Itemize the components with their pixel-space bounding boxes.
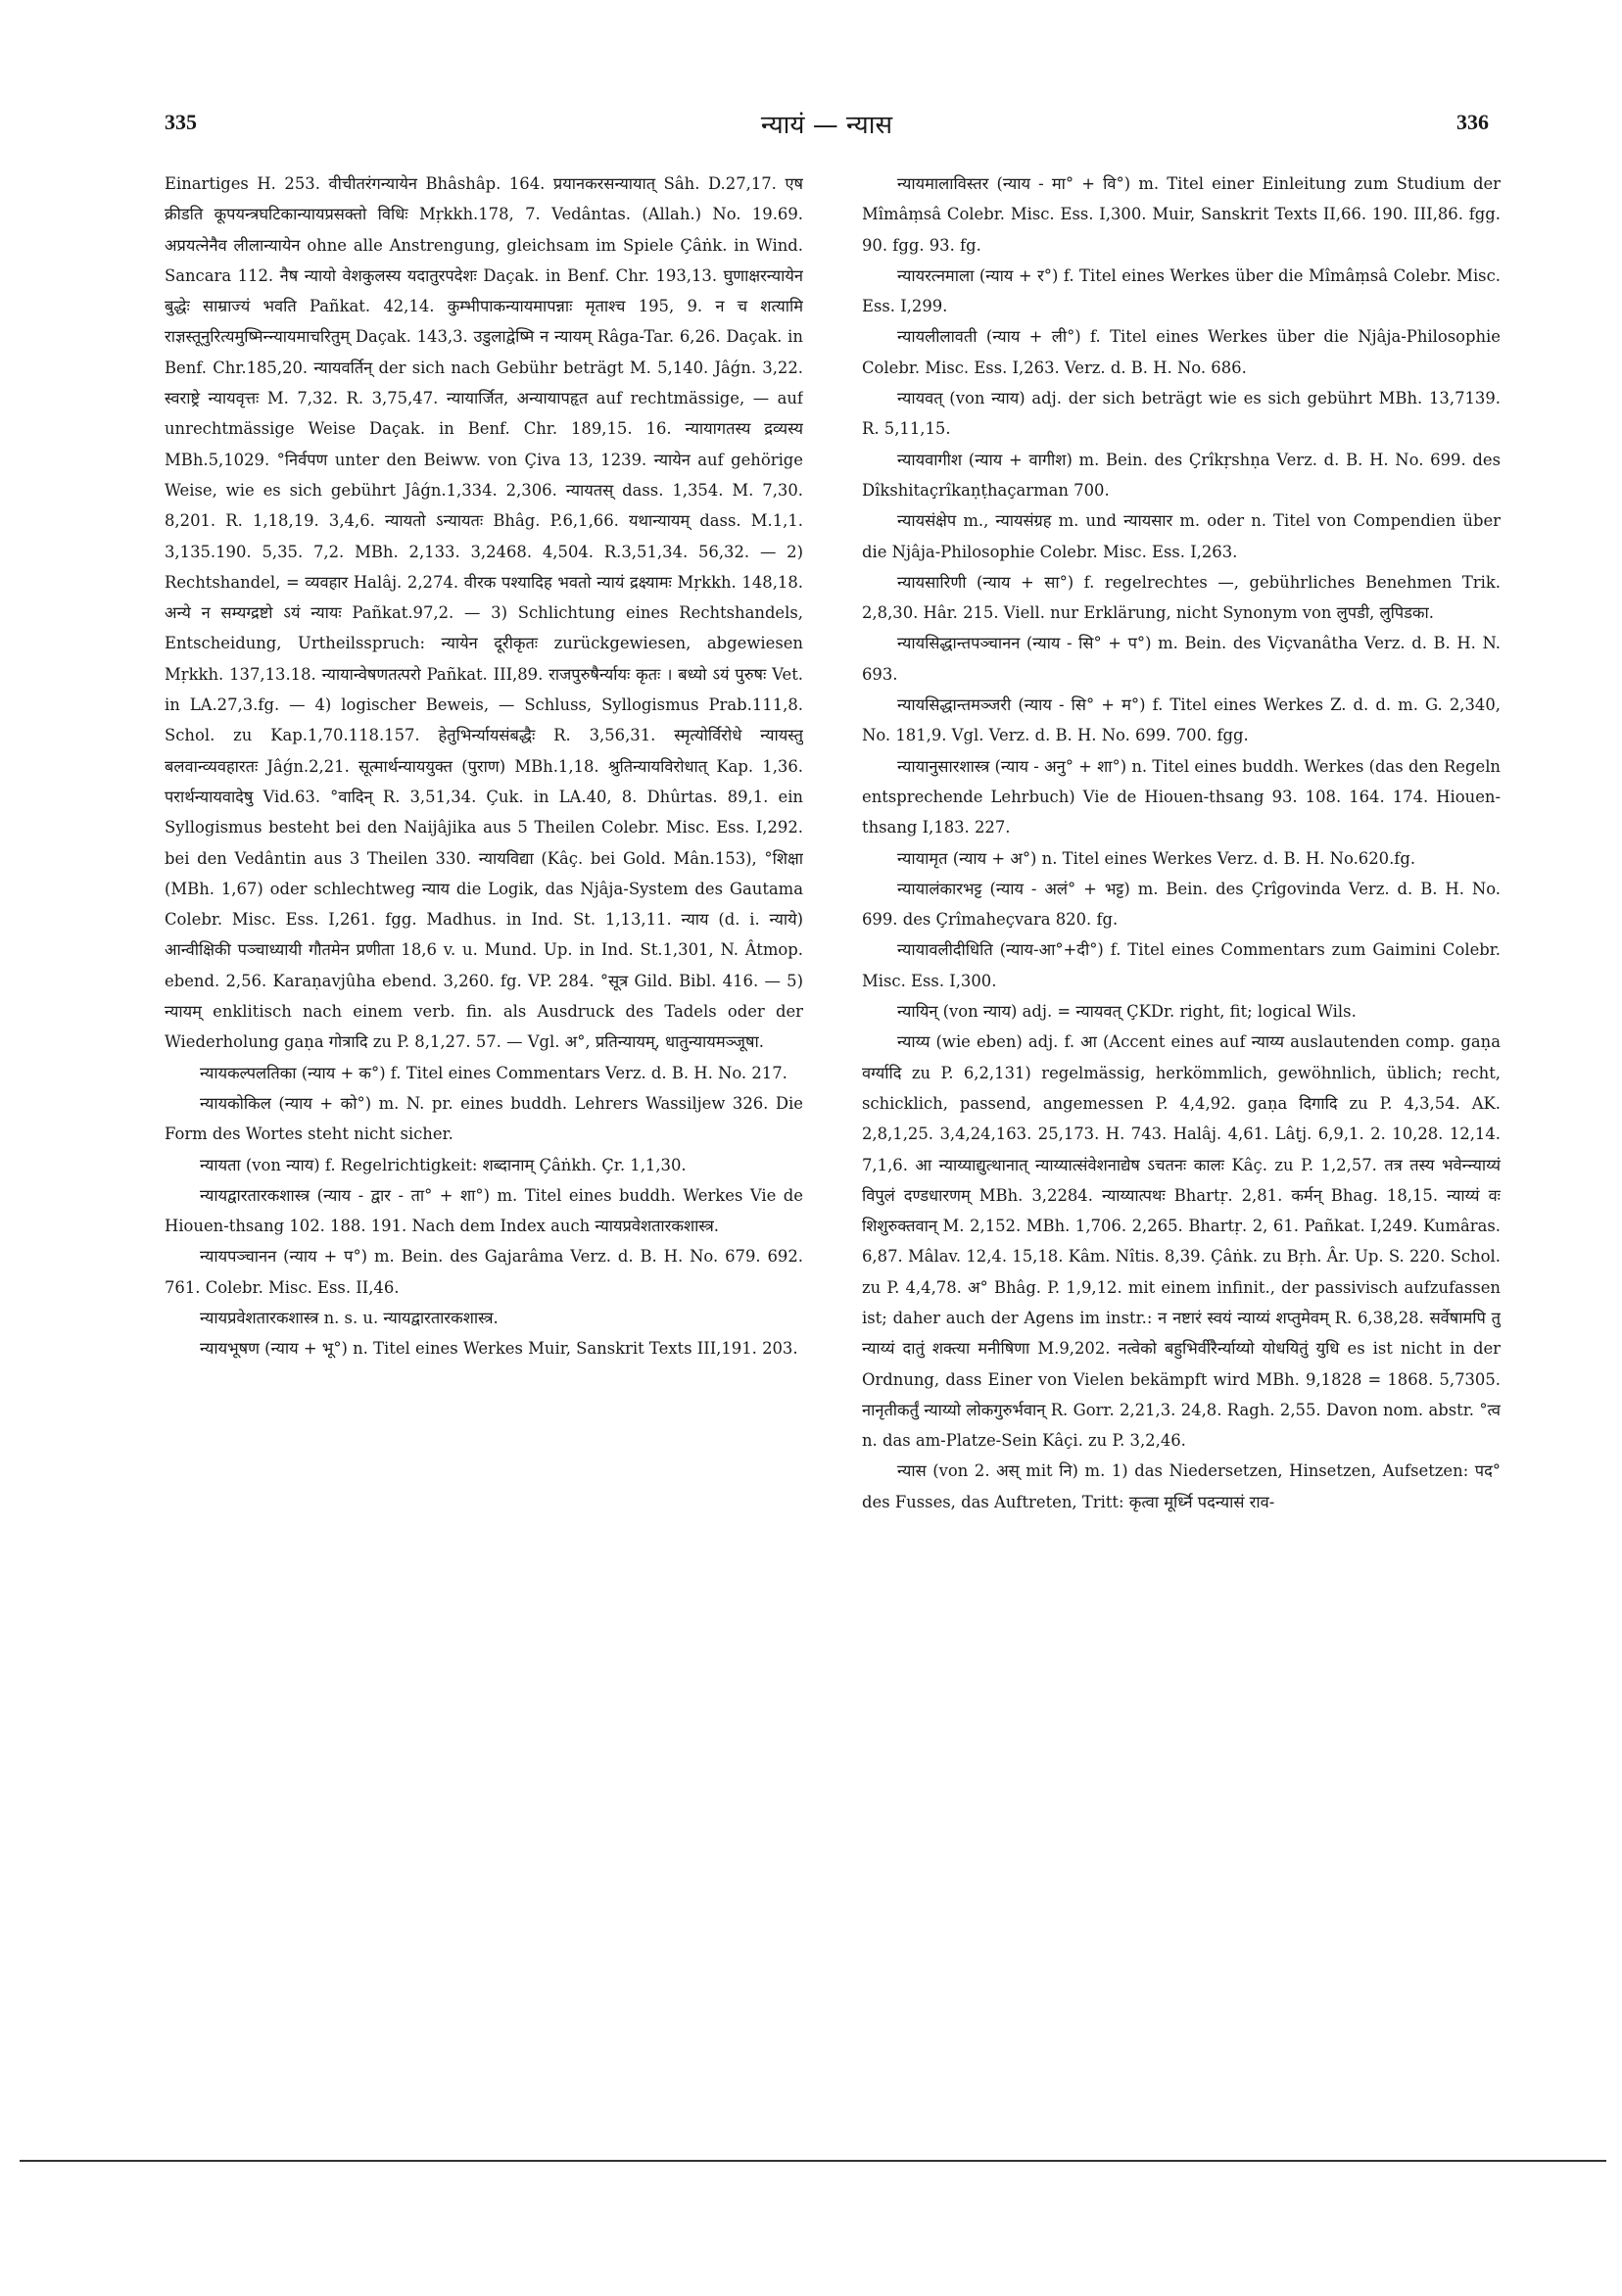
entry: न्यायानुसारशास्त्र (न्याय - अनु° + शा°) n. Titel eines buddh. Werkes (das den Regeln entsprechende Lehrbuch) Vie de Hiouen-thsang 93. 108. 164. 174. Hiouen-thsang I,183. 227. <box>862 756 1501 837</box>
entry: न्यायवागीश (न्याय + वागीश) m. Bein. des Çrîkṛshṇa Verz. d. B. H. No. 699. des Dîkshitaçrîkaṇṭhaçarman 700. <box>862 450 1501 500</box>
footer-rule <box>20 2160 1606 2162</box>
entry: न्यायरत्नमाला (न्याय + र°) f. Titel eines Werkes über die Mîmâṃsâ Colebr. Misc. Ess. I,299. <box>862 265 1501 316</box>
page-header <box>165 110 1489 145</box>
entry: न्यायसिद्धान्तपञ्चानन (न्याय - सि° + प°) m. Bein. des Viçvanâtha Verz. d. B. H. N. 693. <box>862 634 1501 684</box>
entry: न्यायामृत (न्याय + अ°) n. Titel eines Werkes Verz. d. B. H. No.620.fg. <box>897 848 1416 868</box>
left-column <box>165 168 803 2010</box>
entry-nyaya-continued: Einartiges H. 253. वीचीतरंगन्यायेन Bhâshâp. 164. प्रयानकरसन्यायात् Sâh. D.27,17. एष क्रीडति कूपयन्त्रघटिकान्यायप्रसक्तो विधिः Mṛkkh.178, 7. Vedântas. (Allah.) No. 19.69. अप्रयत्नेनैव लीलान्यायेन ohne alle Anstrengung, gleichsam im Spiele Çâṅk. in Wind. Sancara 112. नैष न्यायो वेशकुलस्य यदातुरपदेशः Daçak. in Benf. Chr. 193,13. घुणाक्षरन्यायेन बुद्धेः साम्राज्यं भवति Pañkat. 42,14. कुम्भीपाकन्यायमापन्नाः मृताश्च 195, 9. न च शत्यामि राज्ञस्तूनुरित्यमुष्मिन्न्यायमाचरितुम् Daçak. 143,3. उडुलाद्वेष्मि न न्यायम् Râga-Tar. 6,26. Daçak. in Benf. Chr.185,20. न्यायवर्तिन् der sich nach Gebühr beträgt M. 5,140. Jâǵn. 3,22. स्वराष्ट्रे न्यायवृत्तः M. 7,32. R. 3,75,47. न्यायार्जित, अन्यायापहृत auf rechtmässige, — auf unrechtmässige Weise Daçak. in Benf. Chr. 189,15. 16. न्यायागतस्य द्रव्यस्य MBh.5,1029. °निर्वपण unter den Beiww. von Çiva 13, 1239. न्यायेन auf gehörige Weise, wie es sich gebührt Jâǵn.1,334. 2,306. न्यायतस् dass. 1,354. M. 7,30. 8,201. R. 1,18,19. 3,4,6. न्यायतो ऽन्यायतः Bhâg. P.6,1,66. यथान्यायम् dass. M.1,1. 3,135.190. 5,35. 7,2. MBh. 2,133. 3,2468. 4,504. R.3,51,34. 56,32. — 2) Rechtshandel, = व्यवहार Halâj. 2,274. वीरक पश्यादिह भवतो न्यायं द्रक्ष्यामः Mṛkkh. 148,18. अन्ये न सम्यग्द्रष्टो ऽयं न्यायः Pañkat.97,2. — 3) Schlichtung eines Rechtshandels, Entscheidung, Urtheilsspruch: न्यायेन दूरीकृतः zurückgewiesen, abgewiesen Mṛkkh. 137,13.18. न्यायान्वेषणतत्परो Pañkat. III,89. राजपुरुषैर्न्यायः कृतः । बध्यो ऽयं पुरुषः Vet. in LA.27,3.fg. — 4) logischer Beweis, — Schluss, Syllogismus Prab.111,8. Schol. zu Kap.1,70.118.157. हेतुभिर्न्यायसंबद्धैः R. 3,56,31. स्मृत्योर्विरोधे न्यायस्तु बलवान्व्यवहारतः Jâǵn.2,21. सूत्मार्थन्याययुक्त (पुराण) MBh.1,18. श्रुतिन्यायविरोधात् Kap. 1,36. परार्थन्यायवादेषु Vid.63. °वादिन् R. 3,51,34. Çuk. in LA.40, 8. Dhûrtas. 89,1. ein Syllogismus besteht bei den Naijâjika aus 5 Theilen Colebr. Misc. Ess. I,292. bei den Vedântin aus 3 Theilen 330. न्यायविद्या (Kâç. bei Gold. Mân.153), °शिक्षा (MBh. 1,67) oder schlechtweg न्याय die Logik, das Njâja-System des Gautama Colebr. Misc. Ess. I,261. fgg. Madhus. in Ind. St. 1,13,11. न्याय (d. i. न्याये) आन्वीक्षिकी पञ्चाध्यायी गौतमेन प्रणीता 18,6 v. u. Mund. Up. in Ind. St.1,301, N. Âtmop. ebend. 2,56. Karaṇavjûha ebend. 3,260. fg. VP. 284. °सूत्र Gild. Bibl. 416. — 5) न्यायम् enklitisch nach einem verb. fin. als Ausdruck des Tadels oder der Wiederholung gaṇa गोत्रादि zu P. 8,1,27. 57. — Vgl. अ°, प्रतिन्यायम्, धातुन्यायमञ्जूषा. <box>165 174 803 1052</box>
running-title: न्यायं — न्यास <box>760 111 893 140</box>
entry: न्यायप्रवेशतारकशास्त्र n. s. u. न्यायद्वारतारकशास्त्र. <box>200 1308 499 1327</box>
right-page-number: 336 <box>1456 110 1489 134</box>
entry: न्यायसारिणी (न्याय + सा°) f. regelrechtes —, gebührliches Benehmen Trik. 2,8,30. Hâr. 215. Viell. nur Erklärung, nicht Synonym von लुपडी, लुपिडका. <box>862 572 1501 623</box>
entry: न्यायपञ्चानन (न्याय + प°) m. Bein. des Gajarâma Verz. d. B. H. No. 679. 692. 761. Colebr. Misc. Ess. II,46. <box>165 1247 803 1297</box>
entry: न्यायसिद्धान्तमञ्जरी (न्याय - सि° + म°) f. Titel eines Werkes Z. d. d. m. G. 2,340, No. 181,9. Vgl. Verz. d. B. H. No. 699. 700. fgg. <box>862 695 1501 745</box>
entry: न्यायमालाविस्तर (न्याय - मा° + वि°) m. Titel einer Einleitung zum Studium der Mîmâṃsâ Colebr. Misc. Ess. I,300. Muir, Sanskrit Texts II,66. 190. III,86. fgg. 90. fgg. 93. fg. <box>862 174 1501 255</box>
right-column <box>862 168 1501 2010</box>
entry: न्यायिन् (von न्याय) adj. = न्यायवत् ÇKDr. right, fit; logical Wils. <box>897 1002 1357 1022</box>
entry: न्यास (von 2. अस् mit नि) m. 1) das Niedersetzen, Hinsetzen, Aufsetzen: पद° des Fusses, das Auftreten, Tritt: कृत्वा मूर्ध्नि पदन्यासं राव- <box>862 1461 1501 1511</box>
entry: न्यायलीलावती (न्याय + ली°) f. Titel eines Werkes über die Njâja-Philosophie Colebr. Misc. Ess. I,263. Verz. d. B. H. No. 686. <box>862 327 1501 377</box>
entry: न्यायता (von न्याय) f. Regelrichtigkeit: शब्दानाम् Çâṅkh. Çr. 1,1,30. <box>200 1155 687 1174</box>
entry: न्याय्य (wie eben) adj. f. आ (Accent eines auf न्याय्य auslautenden comp. gaṇa वर्ग्यादि zu P. 6,2,131) regelmässig, herkömmlich, gewöhnlich, üblich; recht, schicklich, passend, angemessen P. 4,4,92. gaṇa दिगादि zu P. 4,3,54. AK. 2,8,1,25. 3,4,24,163. 25,173. H. 743. Halâj. 4,61. Lâṭj. 6,9,1. 2. 10,28. 12,14. 7,1,6. आ न्याय्याद्युत्थानात् न्याय्यात्संवेशनाद्येष ऽचतनः कालः Kâç. zu P. 1,2,57. तत्र तस्य भवेन्न्याय्यं विपुलं दण्डधारणम् MBh. 3,2284. न्याय्यात्पथः Bhartṛ. 2,81. कर्मन् Bhag. 18,15. न्याय्यं वः शिशुरुक्तवान् M. 2,152. MBh. 1,706. 2,265. Bhartṛ. 2, 61. Pañkat. I,249. Kumâras. 6,87. Mâlav. 12,4. 15,18. Kâm. Nîtis. 8,39. Çâṅk. zu Bṛh. Âr. Up. S. 220. Schol. zu P. 4,4,78. अ° Bhâg. P. 1,9,12. mit einem infinit., der passivisch aufzufassen ist; daher auch der Agens im instr.: न नष्टारं स्वयं न्याय्यं शप्तुमेवम् R. 6,38,28. सर्वेषामपि तु न्याय्यं दातुं शक्त्या मनीषिणा M.9,202. नत्वेको बहुभिर्वीरैर्न्याय्यो योधयितुं युधि es ist nicht in der Ordnung, dass Einer von Vielen bekämpft wird MBh. 9,1828 = 1868. 5,7305. नानृतीकर्तुं न्याय्यो लोकगुरुर्भवान् R. Gorr. 2,21,3. 24,8. Ragh. 2,55. Davon nom. abstr. °त्व n. das am-Platze-Sein Kâçi. zu P. 3,2,46. <box>862 1032 1501 1451</box>
entry: न्यायवत् (von न्याय) adj. der sich beträgt wie es sich gebührt MBh. 13,7139. R. 5,11,15. <box>862 389 1501 439</box>
left-page-number: 335 <box>165 110 197 134</box>
entry: न्यायालंकारभट्ट (न्याय - अलं° + भट्ट) m. Bein. des Çrîgovinda Verz. d. B. H. No. 699. des Çrîmaheçvara 820. fg. <box>862 879 1501 930</box>
entry: न्यायावलीदीधिति (न्याय-आ°+दी°) f. Titel eines Commentars zum Gaimini Colebr. Misc. Ess. I,300. <box>862 940 1501 990</box>
entry: न्यायभूषण (न्याय + भू°) n. Titel eines Werkes Muir, Sanskrit Texts III,191. 203. <box>200 1339 798 1359</box>
entry: न्यायकल्पलतिका (न्याय + क°) f. Titel eines Commentars Verz. d. B. H. No. 217. <box>200 1063 787 1082</box>
entry: न्यायद्वारतारकशास्त्र (न्याय - द्वार - ता° + शा°) m. Titel eines buddh. Werkes Vie de Hiouen-thsang 102. 188. 191. Nach dem Index auch न्यायप्रवेशतारकशास्त्र. <box>165 1185 803 1236</box>
entry: न्यायकोकिल (न्याय + को°) m. N. pr. eines buddh. Lehrers Wassiljew 326. Die Form des Wortes steht nicht sicher. <box>165 1093 803 1144</box>
entry: न्यायसंक्षेप m., न्यायसंग्रह m. und न्यायसार m. oder n. Titel von Compendien über die Njâja-Philosophie Colebr. Misc. Ess. I,263. <box>862 511 1501 561</box>
